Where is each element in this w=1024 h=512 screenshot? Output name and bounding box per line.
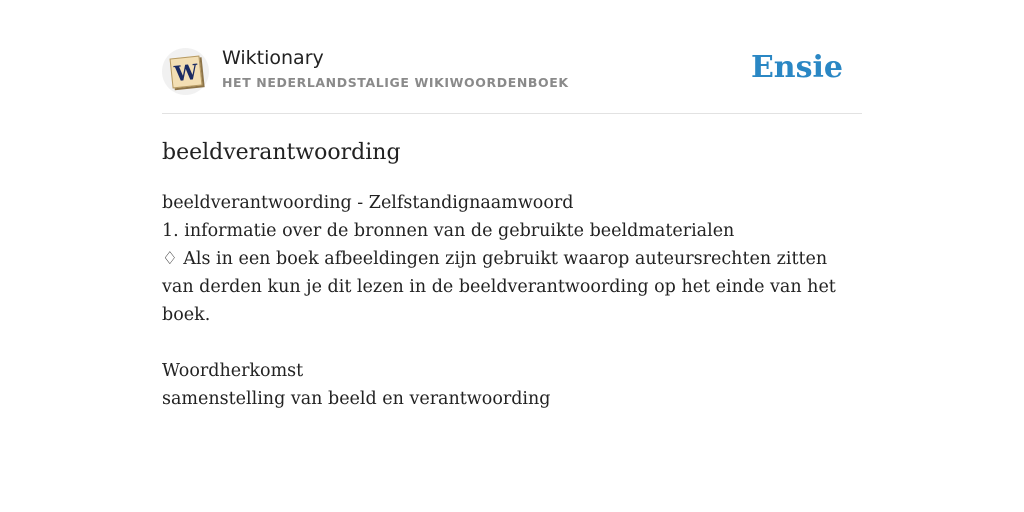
- page-title: beeldverantwoording: [162, 140, 401, 165]
- spacer: [162, 329, 862, 357]
- wiktionary-logo[interactable]: [162, 48, 209, 95]
- logo-letter: W: [172, 57, 199, 86]
- wiktionary-tile-icon: [169, 55, 202, 88]
- page: [162, 0, 862, 413]
- part-of-speech-line: beeldverantwoording - Zelfstandignaamwoord: [162, 193, 574, 213]
- site-title[interactable]: Wiktionary: [222, 47, 324, 69]
- entry-content: [162, 189, 862, 413]
- site-subtitle: HET NEDERLANDSTALIGE WIKIWOORDENBOEK: [222, 75, 569, 90]
- definition: 1. informatie over de bronnen van de gebruikte beeldmaterialen: [162, 221, 735, 241]
- ensie-brand-link[interactable]: Ensie: [750, 50, 843, 85]
- etymology-text: samenstelling van beeld en verantwoording: [162, 389, 551, 409]
- header: [162, 46, 862, 114]
- example-sentence: ♢ Als in een boek afbeeldingen zijn gebruikt waarop auteursrechten zitten van derden kun je dit lezen in de beeldverantwoording op het einde van het boek.: [162, 249, 836, 325]
- etymology-heading: Woordherkomst: [162, 361, 304, 381]
